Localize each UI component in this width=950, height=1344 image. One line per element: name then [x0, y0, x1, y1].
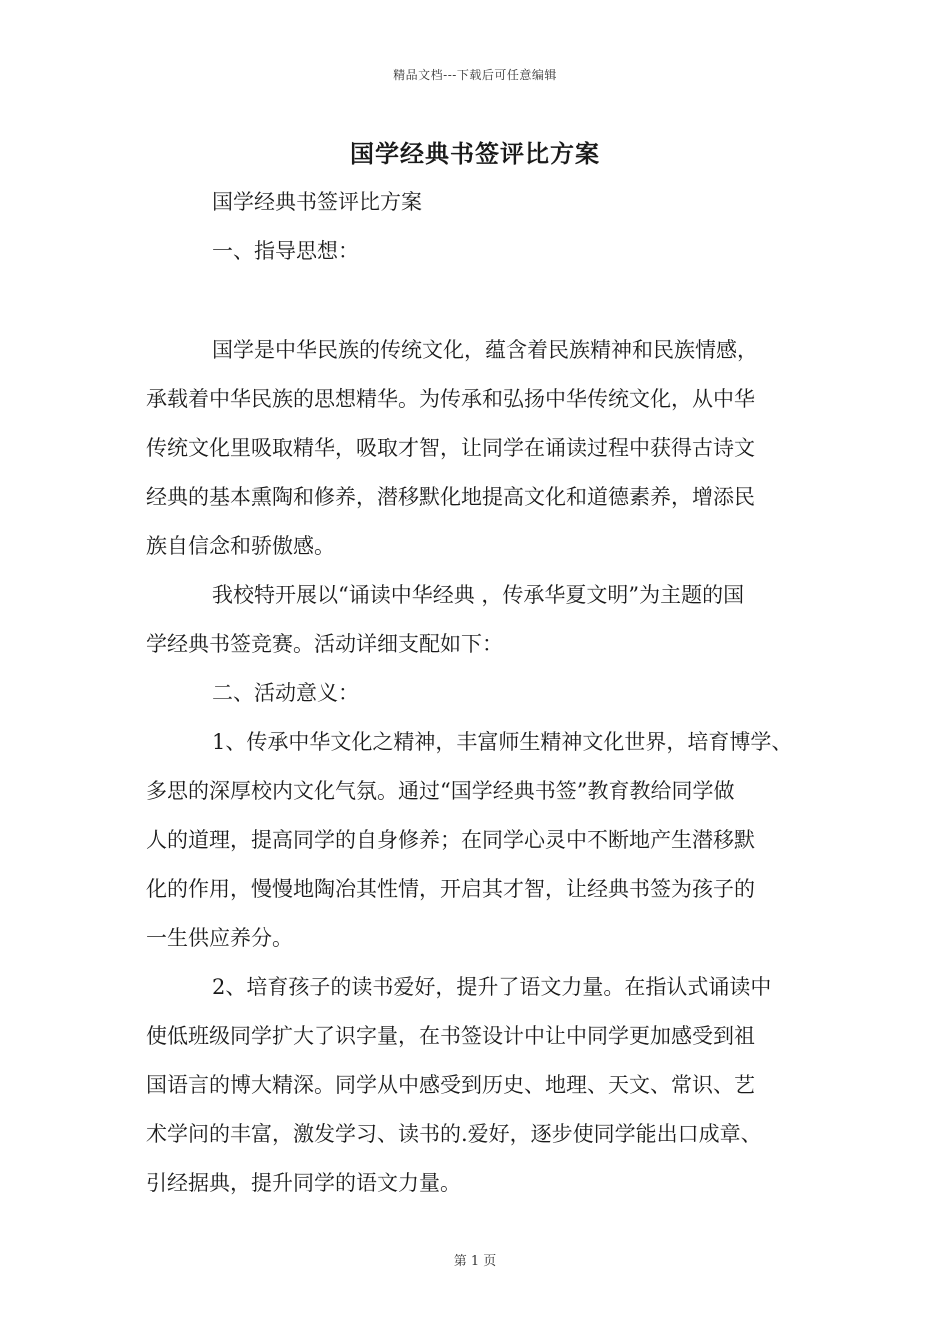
document-body [146, 178, 826, 1208]
document-title: 国学经典书签评比方案 [350, 139, 600, 168]
paragraph-line: 国学是中华民族的传统文化，蕴含着民族精神和民族情感， [212, 338, 758, 362]
paragraph-line: 多思的深厚校内文化气氛。通过“国学经典书签”教育教给同学做 [146, 779, 735, 803]
page-number: 第 1 页 [453, 1254, 497, 1269]
paragraph-line: 1、传承中华文化之精神，丰富师生精神文化世界，培育博学、 [212, 730, 793, 754]
paragraph-line: 传统文化里吸取精华，吸取才智，让同学在诵读过程中获得古诗文 [146, 436, 755, 460]
blank-gap [146, 276, 826, 326]
paragraph-line: 引经据典，提升同学的语文力量。 [146, 1171, 461, 1195]
paragraph-line: 一生供应养分。 [146, 926, 293, 950]
paragraph-line: 学经典书签竞赛。活动详细支配如下： [146, 632, 503, 656]
section-heading: 二、活动意义： [212, 681, 359, 705]
section-heading: 一、指导思想： [212, 239, 359, 263]
paragraph-line: 术学问的丰富，激发学习、读书的.爱好，逐步使同学能出口成章、 [146, 1122, 762, 1146]
subtitle-line: 国学经典书签评比方案 [212, 190, 422, 214]
paragraph-line: 2、培育孩子的读书爱好，提升了语文力量。在指认式诵读中 [212, 975, 772, 999]
page-header: 精品文档---下载后可任意编辑 [393, 68, 557, 82]
paragraph-line: 我校特开展以“诵读中华经典 ，传承华夏文明”为主题的国 [212, 583, 745, 607]
paragraph-line: 族自信念和骄傲感。 [146, 534, 335, 558]
paragraph-line: 使低班级同学扩大了识字量，在书签设计中让中同学更加感受到祖 [146, 1024, 755, 1048]
paragraph-line: 承载着中华民族的思想精华。为传承和弘扬中华传统文化，从中华 [146, 387, 755, 411]
paragraph-line: 经典的基本熏陶和修养，潜移默化地提高文化和道德素养，增添民 [146, 485, 755, 509]
paragraph-line: 国语言的博大精深。同学从中感受到历史、地理、天文、常识、艺 [146, 1073, 755, 1097]
paragraph-line: 化的作用，慢慢地陶冶其性情，开启其才智，让经典书签为孩子的 [146, 877, 755, 901]
paragraph-line: 人的道理，提高同学的自身修养；在同学心灵中不断地产生潜移默 [146, 828, 755, 852]
